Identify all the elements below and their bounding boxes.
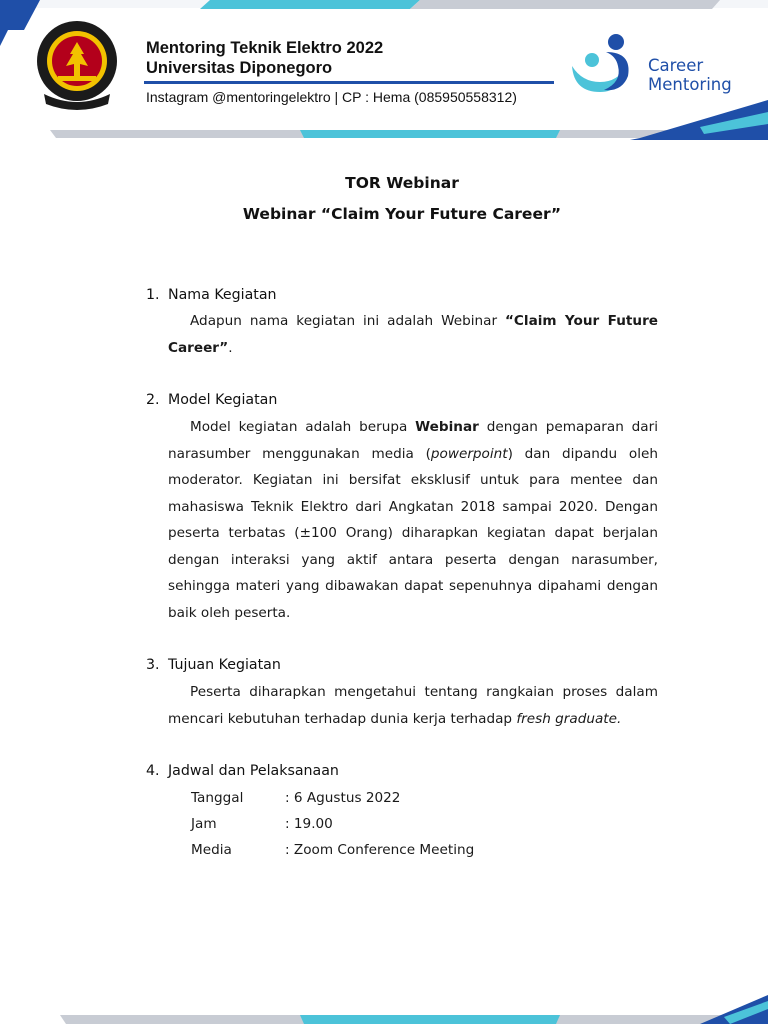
section-number: 2.: [146, 392, 160, 408]
schedule-label: Jam: [191, 816, 217, 832]
paragraph-text: dengan pemaparan dari narasumber menggunakan media (: [168, 419, 658, 462]
section-heading: [146, 657, 281, 673]
section-title: Nama Kegiatan: [168, 287, 277, 303]
paragraph-text: .: [228, 339, 233, 356]
section-paragraph: [168, 308, 658, 361]
section-heading: [146, 763, 339, 779]
paragraph-italic: fresh graduate.: [516, 710, 622, 727]
schedule-label: Tanggal: [191, 790, 244, 806]
organization-name: Mentoring Teknik Elektro 2022: [146, 39, 384, 57]
section-title: Model Kegiatan: [168, 392, 278, 408]
section-number: 1.: [146, 287, 160, 303]
footer-decoration: [0, 995, 768, 1024]
paragraph-bold: “Claim Your Future Career”: [168, 313, 658, 356]
schedule-label: Media: [191, 842, 232, 858]
section-number: 3.: [146, 657, 160, 673]
header-divider: [144, 81, 554, 84]
section-title: Tujuan Kegiatan: [168, 657, 281, 673]
university-logo: [34, 18, 120, 110]
document-title: TOR Webinar: [345, 174, 459, 192]
schedule-value: : 19.00: [285, 816, 333, 832]
section-title: Jadwal dan Pelaksanaan: [168, 763, 339, 779]
section-paragraph: [168, 679, 658, 732]
paragraph-bold: Webinar: [415, 419, 479, 435]
paragraph-text: Model kegiatan adalah berupa: [190, 419, 416, 435]
brand-name: [648, 56, 732, 94]
paragraph-text: Adapun nama kegiatan ini adalah Webinar: [190, 313, 505, 329]
paragraph-italic: powerpoint: [430, 445, 508, 462]
paragraph-text: ) dan dipandu oleh moderator. Kegiatan ini bersifat eksklusif untuk para mentee dan mahasiswa Teknik Elektro dari Angkatan 2018 sampai 2020. Dengan peserta terbatas (±100 Orang) diharapkan kegiatan dapat berjalan dengan interaksi yang aktif antara peserta dengan narasumber, sehingga materi yang dibawakan dapat sepenuhnya dipahami dengan baik oleh peserta.: [168, 445, 658, 621]
section-paragraph: [168, 414, 658, 626]
letterhead: [0, 0, 768, 140]
section-heading: [146, 287, 277, 303]
brand-name-line1: Career: [648, 56, 704, 75]
section-heading: [146, 392, 277, 408]
university-name: Universitas Diponegoro: [146, 59, 333, 77]
contact-info: Instagram @mentoringelektro | CP : Hema (085950558312): [146, 89, 517, 105]
schedule-value: : Zoom Conference Meeting: [285, 842, 475, 858]
section-number: 4.: [146, 763, 160, 779]
career-mentoring-logo: [566, 30, 640, 100]
brand-name-line2: Mentoring: [648, 75, 732, 94]
schedule-value: : 6 Agustus 2022: [285, 790, 401, 806]
paragraph-text: Peserta diharapkan mengetahui tentang rangkaian proses dalam mencari kebutuhan terhadap dunia kerja terhadap: [168, 684, 658, 727]
document-subtitle: Webinar “Claim Your Future Career”: [242, 205, 562, 223]
